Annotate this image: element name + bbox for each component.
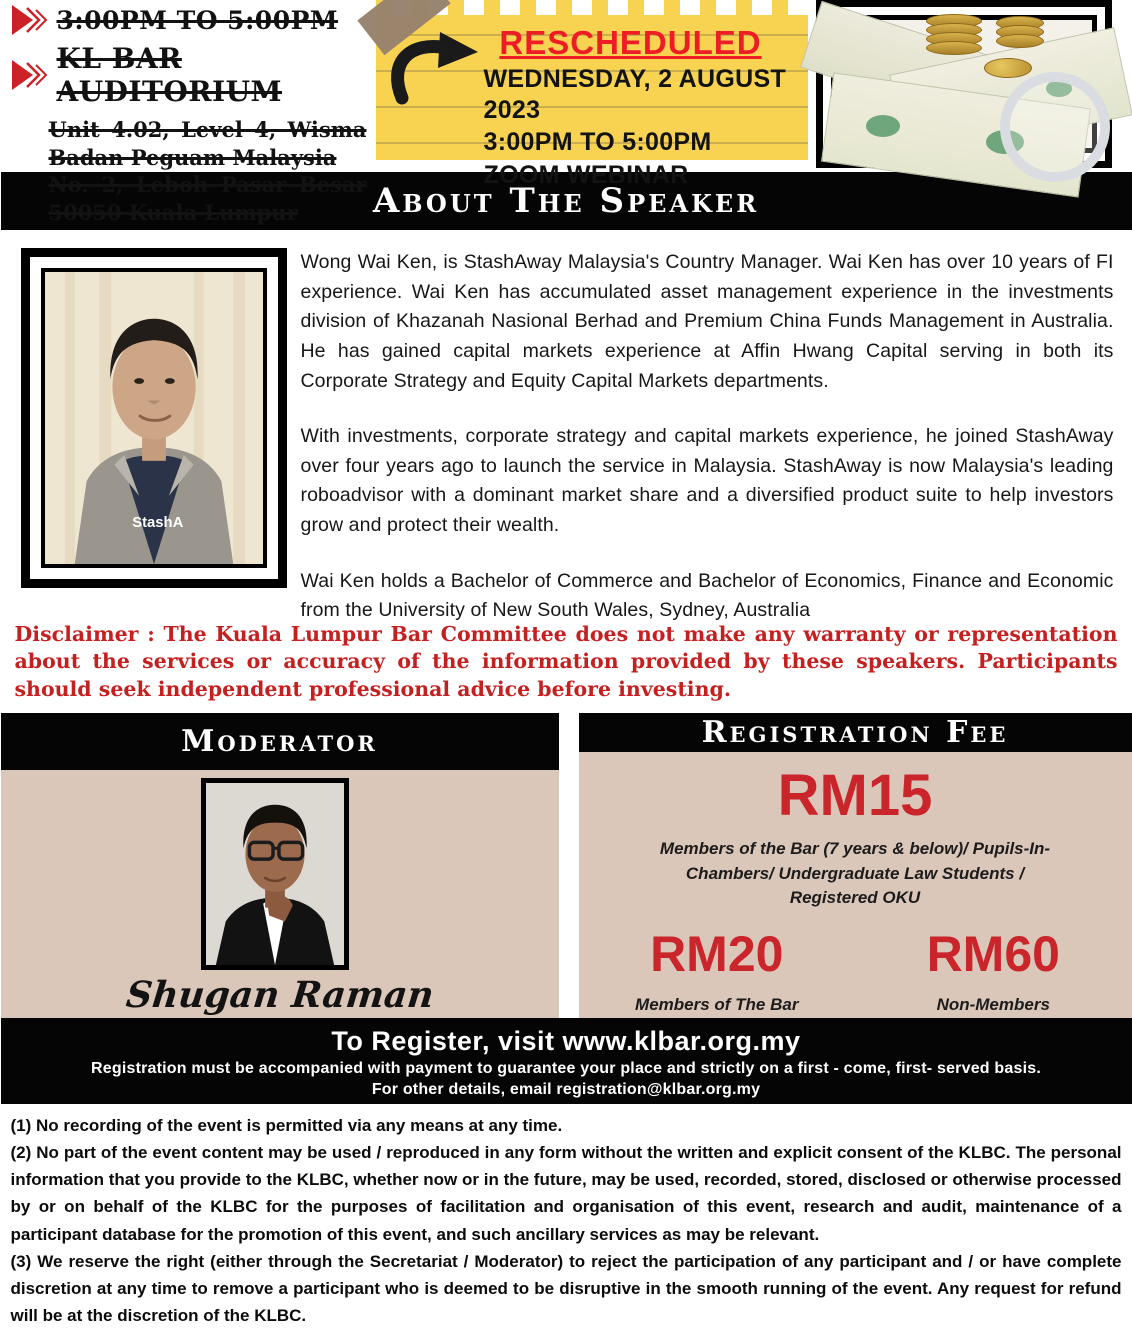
new-time: 3:00PM TO 5:00PM xyxy=(483,128,712,156)
register-line1: Registration must be accompanied with payment to guarantee your place and strictly on a first - come, first- served basis. xyxy=(91,1059,1041,1077)
rescheduled-note xyxy=(376,0,808,189)
fee-amount-rm15: RM15 xyxy=(777,763,933,829)
old-address-line1: Unit 4.02, Level 4, Wisma Badan Peguam Malaysia xyxy=(48,117,367,170)
money-photo xyxy=(831,15,1097,153)
moderator-header-title: Moderator xyxy=(181,723,378,759)
terms-item-1: (1) No recording of the event is permitted via any means at any time. xyxy=(10,1115,563,1135)
arrow-bullet-icon xyxy=(11,59,51,91)
speaker-bio-para3: Wai Ken holds a Bachelor of Commerce and Bachelor of Economics, Finance and Economic from the University of New South Wales, Sydney, Australia xyxy=(300,569,1114,622)
bottom-columns xyxy=(1,713,1132,1018)
moderator-name: Shugan Raman xyxy=(123,973,436,1016)
fee-tier-3 xyxy=(855,925,1132,1018)
fee-amount-rm20: RM20 xyxy=(650,926,784,983)
old-time-text: 3:00PM TO 5:00PM xyxy=(56,5,339,35)
register-line2: For other details, email registration@klbar.org.my xyxy=(371,1080,761,1098)
new-mode: ZOOM WEBINAR xyxy=(483,160,689,189)
speaker-photo xyxy=(41,268,267,568)
terms-section xyxy=(1,1104,1132,1329)
magnifier-decoration xyxy=(1000,72,1110,182)
moderator-column xyxy=(1,713,559,1018)
speaker-bio-para2: With investments, corporate strategy and capital markets experience, he joined StashAway over four years ago to launch the service in Malaysia. StashAway is now Malaysia's leading roboadvisor with a dominant market share and a diversified product suite to help investors grow and protect their wealth. xyxy=(300,425,1114,536)
register-band xyxy=(1,1018,1132,1104)
speaker-bio xyxy=(300,248,1114,622)
moderator-header xyxy=(1,713,559,770)
fee-label-rm15: Members of the Bar (7 years & below)/ Pupils-In-Chambers/ Undergraduate Law Students / Registered OKU xyxy=(659,839,1051,908)
speaker-photo-frame xyxy=(21,248,287,588)
terms-item-2: (2) No part of the event content may be used / reproduced in any form without the written and explicit consent of the KLBC. The personal information that you provide to the KLBC, whether now or in the future, may be used, recorded, stored, disclosed or otherwise processed by or on behalf of the KLBC for the purposes of facilitation and organisation of this event, research and audit, maintenance of a participant database for the promotion of this event, and such ancillary services as may be relevant. xyxy=(10,1142,1122,1244)
old-event-details xyxy=(11,4,371,227)
old-address xyxy=(49,116,367,227)
old-venue-text: KL BAR AUDITORIUM xyxy=(56,42,283,108)
arrow-bullet-icon xyxy=(11,4,51,36)
old-venue-line xyxy=(11,42,371,108)
fee-amount-rm60: RM60 xyxy=(926,926,1060,983)
moderator-portrait-illustration xyxy=(206,783,344,965)
old-address-line2: No. 2, Leboh Pasar Besar 50050 Kuala Lumpur xyxy=(48,172,367,226)
terms-item-3: (3) We reserve the right (either through the Secretariat / Moderator) to reject the participation of any participant and / or have complete discretion at any time to remove a participant who is deemed to be disruptive in the smooth running of the event. Any request for refund will be at the discretion of the KLBC. xyxy=(10,1251,1122,1326)
rescheduled-label: RESCHEDULED xyxy=(499,24,762,61)
old-time-line xyxy=(11,4,371,36)
moderator-photo-frame xyxy=(201,778,349,970)
fee-tier-1 xyxy=(579,752,1132,911)
speaker-bio-para1: Wong Wai Ken, is StashAway Malaysia's Country Manager. Wai Ken has over 10 years of FI experience. Wai Ken has accumulated asset management experience in the investments division of Khazanah Nasional Berhad and Premium China Funds Management in Australia. He has gained capital markets experience at Affin Hwang Capital serving in both its Corporate Strategy and Equity Capital Markets departments. xyxy=(300,251,1114,392)
curved-arrow-icon xyxy=(390,26,486,104)
fee-tier-2 xyxy=(579,925,856,1018)
registration-header-title: Registration Fee xyxy=(701,714,1009,750)
fee-label-rm20: Members of The Bar xyxy=(635,995,799,1015)
new-date: WEDNESDAY, 2 AUGUST 2023 xyxy=(483,65,787,124)
speaker-section xyxy=(1,230,1132,622)
fee-label-rm60: Non-Members xyxy=(936,995,1050,1015)
register-title: To Register, visit www.klbar.org.my xyxy=(331,1025,801,1056)
event-flyer xyxy=(1,0,1132,1326)
money-photo-frame xyxy=(816,0,1112,168)
registration-header xyxy=(579,713,1132,752)
speaker-portrait-illustration xyxy=(45,272,263,564)
registration-column xyxy=(579,713,1132,1018)
svg-text:StashA: StashA xyxy=(131,515,183,531)
disclaimer-text: Disclaimer : The Kuala Lumpur Bar Committee does not make any warranty or representation about the services or accuracy of the information provided by these speakers. Participants should seek independent professional advice before investing. xyxy=(14,622,1118,701)
speaker-header-title: About The Speaker xyxy=(372,181,760,221)
